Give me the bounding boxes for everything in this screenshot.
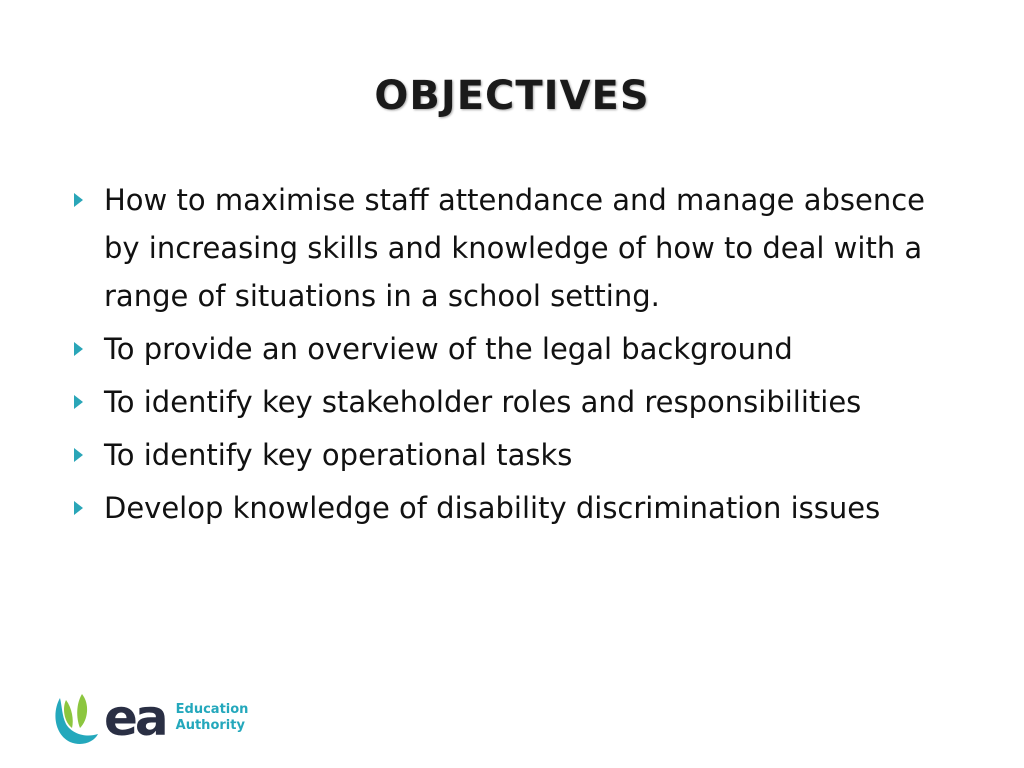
arrow-right-icon [74, 448, 83, 462]
logo-line-education: Education [175, 702, 249, 717]
logo-line-authority: Authority [175, 718, 245, 733]
logo-leaf-icon [50, 690, 104, 746]
bullet-text: To provide an overview of the legal background [104, 332, 793, 366]
bullet-item [74, 431, 964, 479]
bullet-text: Develop knowledge of disability discrimination issues [104, 491, 881, 525]
logo-wordmark [176, 702, 249, 734]
bullet-text: How to maximise staff attendance and manage absence by increasing skills and knowledge of how to deal with a range of situations in a school setting. [104, 183, 925, 313]
arrow-right-icon [74, 501, 83, 515]
logo-ea-text: ea [104, 689, 166, 747]
slide-title: OBJECTIVES [374, 73, 650, 119]
bullet-list [74, 176, 964, 537]
bullet-text: To identify key stakeholder roles and responsibilities [104, 385, 862, 419]
bullet-text: To identify key operational tasks [104, 438, 573, 472]
arrow-right-icon [74, 193, 83, 207]
bullet-item [74, 378, 964, 426]
bullet-item [74, 325, 964, 373]
bullet-item [74, 484, 964, 532]
arrow-right-icon [74, 342, 83, 356]
bullet-item [74, 176, 964, 320]
education-authority-logo [50, 690, 248, 746]
arrow-right-icon [74, 395, 83, 409]
